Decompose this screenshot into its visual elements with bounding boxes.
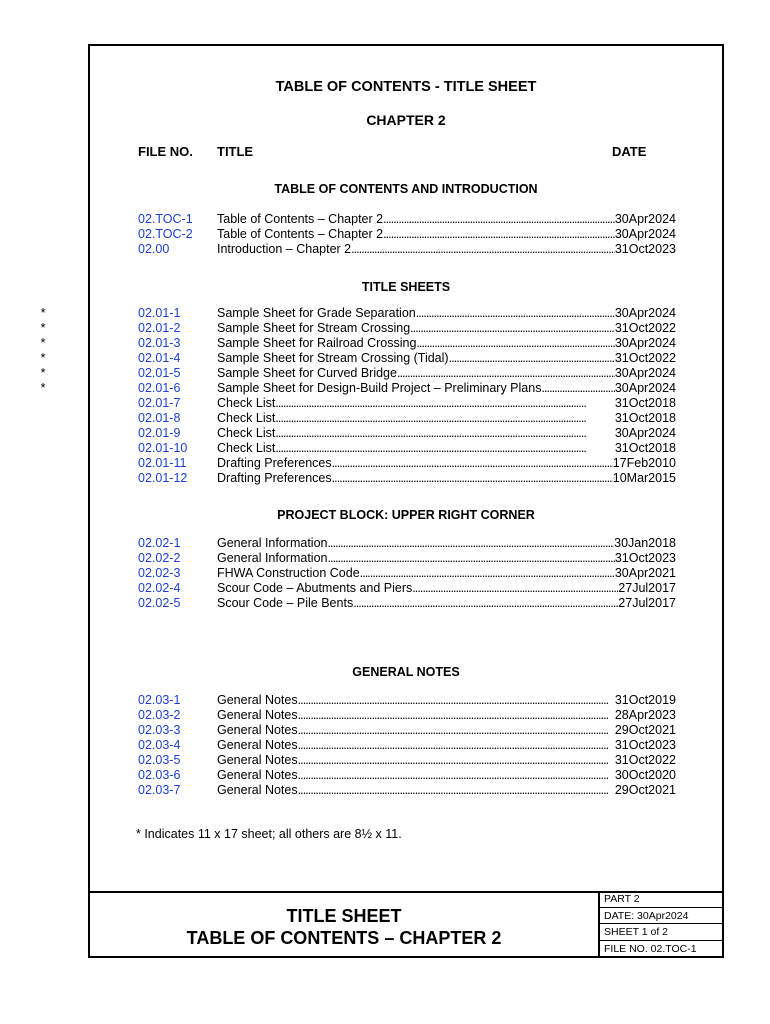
toc-entry [217, 411, 676, 426]
toc-entry [217, 396, 676, 411]
dot-leader [449, 351, 615, 366]
dot-leader [275, 426, 614, 441]
entry-date: 27Jul2017 [618, 596, 676, 610]
dot-leader [275, 411, 614, 426]
toc-row [90, 242, 726, 257]
entry-date: 31Oct2022 [614, 351, 676, 365]
toc-row [90, 456, 726, 471]
toc-entry [217, 708, 676, 723]
entry-title: Table of Contents – Chapter 2 [217, 212, 384, 226]
footer-title-line1: TITLE SHEET [286, 906, 402, 926]
toc-row [90, 426, 726, 441]
dot-leader [298, 708, 615, 723]
file-number-link[interactable]: 02.02-1 [138, 536, 181, 550]
toc-entry [217, 212, 676, 227]
toc-entry [217, 723, 676, 738]
entry-date: 31Oct2018 [614, 441, 676, 455]
entry-date: 31Oct2018 [614, 396, 676, 410]
footer-title-line2: TABLE OF CONTENTS – CHAPTER 2 [186, 928, 502, 948]
footer-info-block [598, 891, 724, 958]
entry-title: Check List [217, 426, 276, 440]
entry-date: 30Jan2018 [614, 536, 676, 550]
oversize-marker: * [40, 351, 46, 365]
entry-date: 31Oct2023 [614, 242, 676, 256]
file-number-link[interactable]: 02.01-6 [138, 381, 181, 395]
dot-leader [360, 566, 615, 581]
chapter-heading: CHAPTER 2 [366, 112, 446, 128]
toc-entry [217, 441, 676, 456]
file-number-link[interactable]: 02.02-3 [138, 566, 181, 580]
dot-leader [353, 596, 618, 611]
entry-title: General Notes [217, 723, 298, 737]
toc-entry [217, 381, 676, 396]
entry-title: Introduction – Chapter 2 [217, 242, 352, 256]
column-date: DATE [612, 144, 647, 159]
file-number-link[interactable]: 02.01-12 [138, 471, 188, 485]
dot-leader [298, 738, 615, 753]
toc-entry [217, 753, 676, 768]
entry-date: 31Oct2019 [614, 693, 676, 707]
toc-row [90, 783, 726, 798]
entry-date: 30Apr2024 [614, 336, 676, 350]
column-title: TITLE [217, 144, 254, 159]
entry-date: 31Oct2023 [614, 551, 676, 565]
toc-entry [217, 456, 676, 471]
entry-title: General Information [217, 551, 328, 565]
entry-date: 31Oct2018 [614, 411, 676, 425]
toc-row [90, 227, 726, 242]
file-number-link[interactable]: 02.TOC-2 [138, 227, 193, 241]
file-number-link[interactable]: 02.01-2 [138, 321, 181, 335]
entry-date: 31Oct2022 [614, 753, 676, 767]
file-number-link[interactable]: 02.01-3 [138, 336, 181, 350]
file-number-link[interactable]: 02.03-6 [138, 768, 181, 782]
dot-leader [410, 321, 615, 336]
dot-leader [298, 753, 615, 768]
toc-entry [217, 768, 676, 783]
footnote: * Indicates 11 x 17 sheet; all others are 8½ x 11. [136, 827, 402, 841]
section-title: TITLE SHEETS [361, 280, 451, 294]
file-number-link[interactable]: 02.01-7 [138, 396, 181, 410]
toc-row [90, 693, 726, 708]
dot-leader [416, 306, 615, 321]
entry-date: 28Apr2023 [614, 708, 676, 722]
dot-leader [383, 212, 615, 227]
dot-leader [298, 783, 615, 798]
footer-file-no: FILE NO. 02.TOC-1 [604, 942, 697, 955]
toc-row [90, 566, 726, 581]
entry-title: Table of Contents – Chapter 2 [217, 227, 384, 241]
toc-row [90, 441, 726, 456]
toc-row [90, 536, 726, 551]
file-number-link[interactable]: 02.02-2 [138, 551, 181, 565]
file-number-link[interactable]: 02.00 [138, 242, 170, 256]
entry-date: 29Oct2021 [614, 783, 676, 797]
toc-entry [217, 366, 676, 381]
toc-entry [217, 581, 676, 596]
toc-row [90, 596, 726, 611]
footer-sheet: SHEET 1 of 2 [600, 924, 724, 941]
entry-title: Drafting Preferences [217, 471, 332, 485]
toc-row [90, 768, 726, 783]
toc-row [40, 366, 726, 381]
toc-row [90, 723, 726, 738]
file-number-link[interactable]: 02.03-1 [138, 693, 181, 707]
oversize-marker: * [40, 381, 46, 395]
entry-date: 10Mar2015 [612, 471, 676, 485]
toc-row [90, 753, 726, 768]
toc-row [90, 212, 726, 227]
dot-leader [412, 581, 618, 596]
toc-row [90, 396, 726, 411]
toc-row [40, 321, 726, 336]
footer-part: PART 2 [600, 891, 724, 908]
entry-title: General Information [217, 536, 328, 550]
entry-date: 30Apr2024 [614, 426, 676, 440]
entry-date: 30Apr2024 [614, 306, 676, 320]
oversize-marker: * [40, 366, 46, 380]
entry-title: Check List [217, 411, 276, 425]
toc-entry [217, 596, 676, 611]
entry-date: 31Oct2022 [614, 321, 676, 335]
toc-entry [217, 306, 676, 321]
entry-title: Check List [217, 441, 276, 455]
toc-row [90, 411, 726, 426]
oversize-marker: * [40, 321, 46, 335]
file-number-link[interactable]: 02.03-4 [138, 738, 181, 752]
file-number-link[interactable]: 02.02-5 [138, 596, 181, 610]
toc-row [90, 708, 726, 723]
entry-date: 30Apr2021 [614, 566, 676, 580]
page-title: TABLE OF CONTENTS - TITLE SHEET [275, 79, 537, 95]
entry-date: 30Apr2024 [614, 381, 676, 395]
dot-leader [327, 536, 614, 551]
toc-row [40, 306, 726, 321]
toc-entry [217, 471, 676, 486]
dot-leader [332, 471, 613, 486]
dot-leader [298, 768, 615, 783]
toc-row [90, 738, 726, 753]
dot-leader [351, 242, 615, 257]
entry-title: Sample Sheet for Stream Crossing [217, 321, 411, 335]
file-number-link[interactable]: 02.01-5 [138, 366, 181, 380]
file-number-link[interactable]: 02.01-11 [138, 456, 187, 470]
entry-date: 29Oct2021 [614, 723, 676, 737]
toc-row [40, 351, 726, 366]
column-file-no: FILE NO. [138, 144, 193, 159]
toc-entry [217, 783, 676, 798]
file-number-link[interactable]: 02.01-4 [138, 351, 181, 365]
dot-leader [327, 551, 614, 566]
entry-date: 27Jul2017 [618, 581, 676, 595]
dot-leader [383, 227, 615, 242]
toc-entry [217, 693, 676, 708]
file-number-link[interactable]: 02.01-9 [138, 426, 181, 440]
file-number-link[interactable]: 02.02-4 [138, 581, 181, 595]
section-title: PROJECT BLOCK: UPPER RIGHT CORNER [277, 508, 535, 522]
page-frame [40, 44, 724, 958]
entry-title: Scour Code – Abutments and Piers [217, 581, 413, 595]
file-number-link[interactable]: 02.TOC-1 [138, 212, 193, 226]
entry-title: General Notes [217, 768, 298, 782]
dot-leader [298, 723, 615, 738]
toc-entry [217, 551, 676, 566]
entry-date: 30Oct2020 [614, 768, 676, 782]
file-number-link[interactable]: 02.01-10 [138, 441, 188, 455]
entry-title: Sample Sheet for Railroad Crossing [217, 336, 417, 350]
entry-title: General Notes [217, 738, 298, 752]
entry-title: Sample Sheet for Design-Build Project – Preliminary Plans [217, 381, 542, 395]
toc-entry [217, 242, 676, 257]
toc-row [90, 551, 726, 566]
entry-date: 31Oct2023 [614, 738, 676, 752]
footer-date: DATE: 30Apr2024 [600, 908, 724, 925]
entry-title: FHWA Construction Code [217, 566, 360, 580]
dot-leader [332, 456, 613, 471]
file-number-link[interactable]: 02.03-2 [138, 708, 181, 722]
toc-row [40, 381, 726, 396]
file-number-link[interactable]: 02.03-5 [138, 753, 181, 767]
toc-entry [217, 536, 676, 551]
entry-date: 30Apr2024 [614, 366, 676, 380]
entry-title: Check List [217, 396, 276, 410]
dot-leader [397, 366, 615, 381]
toc-entry [217, 738, 676, 753]
toc-row [40, 336, 726, 351]
dot-leader [275, 396, 614, 411]
entry-title: General Notes [217, 783, 298, 797]
dot-leader [416, 336, 614, 351]
entry-date: 30Apr2024 [614, 212, 676, 226]
entry-title: Sample Sheet for Curved Bridge [217, 366, 397, 380]
toc-entry [217, 351, 676, 366]
file-number-link[interactable]: 02.03-7 [138, 783, 181, 797]
entry-title: Sample Sheet for Stream Crossing (Tidal) [217, 351, 449, 365]
dot-leader [298, 693, 615, 708]
entry-title: General Notes [217, 708, 298, 722]
toc-row [90, 581, 726, 596]
entry-date: 30Apr2024 [614, 227, 676, 241]
toc-entry [217, 566, 676, 581]
toc-entry [217, 227, 676, 242]
section-title: TABLE OF CONTENTS AND INTRODUCTION [274, 182, 538, 196]
toc-entry [217, 426, 676, 441]
toc-entry [217, 336, 676, 351]
oversize-marker: * [40, 336, 46, 350]
dot-leader [275, 441, 614, 456]
file-number-link[interactable]: 02.01-1 [138, 306, 181, 320]
footer-title-block [90, 891, 598, 958]
entry-title: Scour Code – Pile Bents [217, 596, 354, 610]
dot-leader [541, 381, 614, 396]
entry-title: Drafting Preferences [217, 456, 332, 470]
entry-title: General Notes [217, 753, 298, 767]
entry-date: 17Feb2010 [612, 456, 676, 470]
toc-row [90, 471, 726, 486]
toc-entry [217, 321, 676, 336]
oversize-marker: * [40, 306, 46, 320]
entry-title: General Notes [217, 693, 298, 707]
file-number-link[interactable]: 02.01-8 [138, 411, 181, 425]
entry-title: Sample Sheet for Grade Separation [217, 306, 416, 320]
section-title: GENERAL NOTES [352, 665, 460, 679]
file-number-link[interactable]: 02.03-3 [138, 723, 181, 737]
